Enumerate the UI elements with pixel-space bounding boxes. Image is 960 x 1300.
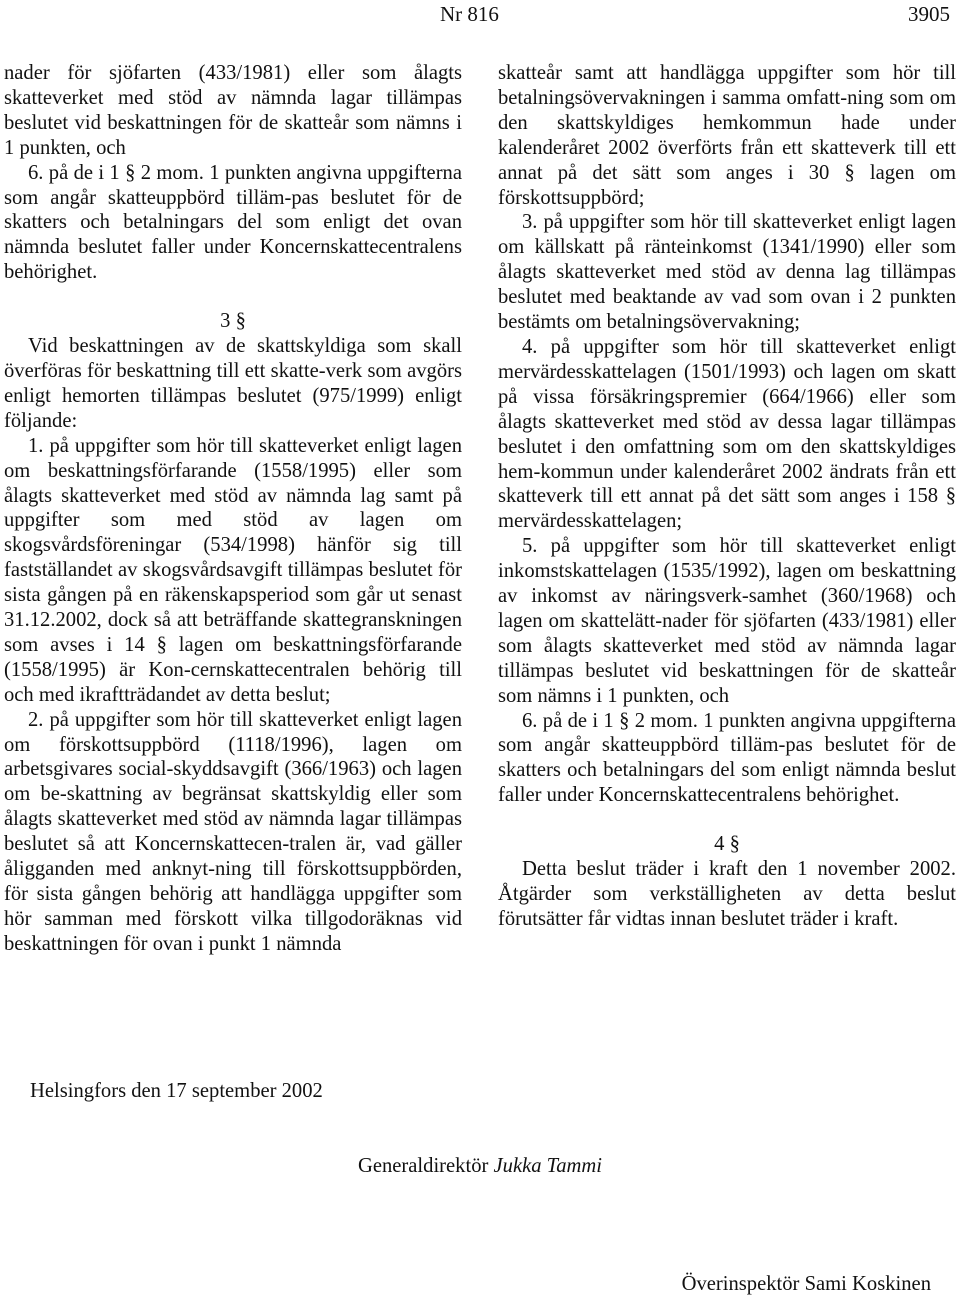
signature-line-2: Överinspektör Sami Koskinen (681, 1273, 931, 1295)
signer-title: Generaldirektör (357, 1155, 489, 1177)
paragraph: 2. på uppgifter som hör till skatteverket enligt lagen om förskottsuppbörd (1118/1996), lagen om arbetsgivares social-skyddsavgift (366/1963) och lagen om be-skattning av begränsat skattskyldig eller som ålagts skatteverket med stöd av nämnda lagar tillämpas beslutet så att Koncernskattecen-tralen är, vad gäller åligganden med anknyt-ning till förskottsuppbörden, för sista gången behörig att handlägga uppgifter som hör samman med förskott vilka tillgodoräknas vid beskattningen för ovan i punkt 1 nämnda (4, 708, 462, 955)
paragraph: Detta beslut träder i kraft den 1 november 2002. Åtgärder som verkställigheten av detta beslut förutsätter får vidtas innan beslutet träder i kraft. (498, 858, 956, 930)
signature-line-1 (0, 1155, 960, 1178)
signer-name: Jukka Tammi (493, 1155, 603, 1177)
paragraph: skatteår samt att handlägga uppgifter som hör till betalningsövervakningen i samma omfatt-ning som om den skattskyldiges hemkommun hade under kalenderåret 2002 överförts från ett skatteverk till ett annat på det sätt som anges i 30 § lagen om förskottsuppbörd; (498, 62, 956, 209)
paragraph: 5. på uppgifter som hör till skatteverket enligt inkomstskattelagen (1535/1992), lagen om beskattning av inkomst av näringsverk-samhet (360/1968) och lagen om skattelätt-nader för sjöfarten (433/1981) eller som ålagts skatteverket med stöd av nämnda lagar tillämpas beslutet vid beskattningen för de skatteår som nämns i 1 punkten, och (498, 535, 956, 707)
section-heading: 4 § (714, 833, 740, 856)
paragraph: 6. på de i 1 § 2 mom. 1 punkten angivna uppgifterna som angår skatteuppbörd tilläm-pas beslutet för de skatters och betalningars del som enligt nämnda beslut faller under Koncernskattecentralens behörighet. (498, 709, 956, 807)
place-and-date: Helsingfors den 17 september 2002 (30, 1080, 323, 1102)
paragraph: 3. på uppgifter som hör till skatteverket enligt lagen om källskatt på ränteinkomst (1341/1990) eller som ålagts skatteverket med stöd av denna lag tillämpas beslutet med beaktande av vad som ovan i 2 punkten bestämts om betalningsövervakning; (498, 211, 956, 334)
paragraph: Vid beskattningen av de skattskyldiga som skall överföras för beskattning till ett skatte-verk som avgörs enligt hemorten tillämpas beslutet (975/1999) enligt följande: (4, 335, 462, 432)
issue-number: Nr 816 (440, 2, 499, 26)
page-header (0, 0, 960, 30)
paragraph: 1. på uppgifter som hör till skatteverket enligt lagen om beskattningsförfarande (1558/1995) eller som ålagts skatteverket med stöd av nämnda lag samt på uppgifter som med stöd av lagen om skogsvårdsföreningar (534/1998) hänför sig till fastställandet av skogsvårdsavgift tillämpas beslutet för sista gången på en räkenskapsperiod som går ut senast 31.12.2002, dock så att beträffande skattegranskningen som avses i 14 § lagen om beskattningsförfarande (1558/1995) är Kon-cernskattecentralen behörig till och med ikraftträdandet av detta beslut; (4, 434, 462, 706)
paragraph: 6. på de i 1 § 2 mom. 1 punkten angivna uppgifterna som angår skatteuppbörd tilläm-pas beslutet för de skatters och betalningars del som enligt det ovan nämnda beslutet faller under Koncernskattecentralens behörighet. (4, 161, 462, 284)
paragraph: nader för sjöfarten (433/1981) eller som ålagts skatteverket med stöd av nämnda lagar tillämpas beslutet vid beskattningen för de skatteår som nämns i 1 punkten, och (4, 62, 462, 159)
left-column (4, 61, 462, 957)
page-number: 3905 (908, 2, 950, 26)
right-column (498, 61, 956, 932)
section-heading: 3 § (220, 310, 246, 333)
paragraph: 4. på uppgifter som hör till skatteverket enligt mervärdesskattelagen (1501/1993) och lagen om skatt på vissa försäkringspremier (664/1966) eller som ålagts skatteverket med stöd av dessa lagar tillämpas beslutet i den omfattning som om den skattskyldiges hem-kommun under kalenderåret 2002 ändrats från ett skatteverk till ett annat på det sätt som anges i 158 § mervärdesskattelagen; (498, 335, 956, 533)
